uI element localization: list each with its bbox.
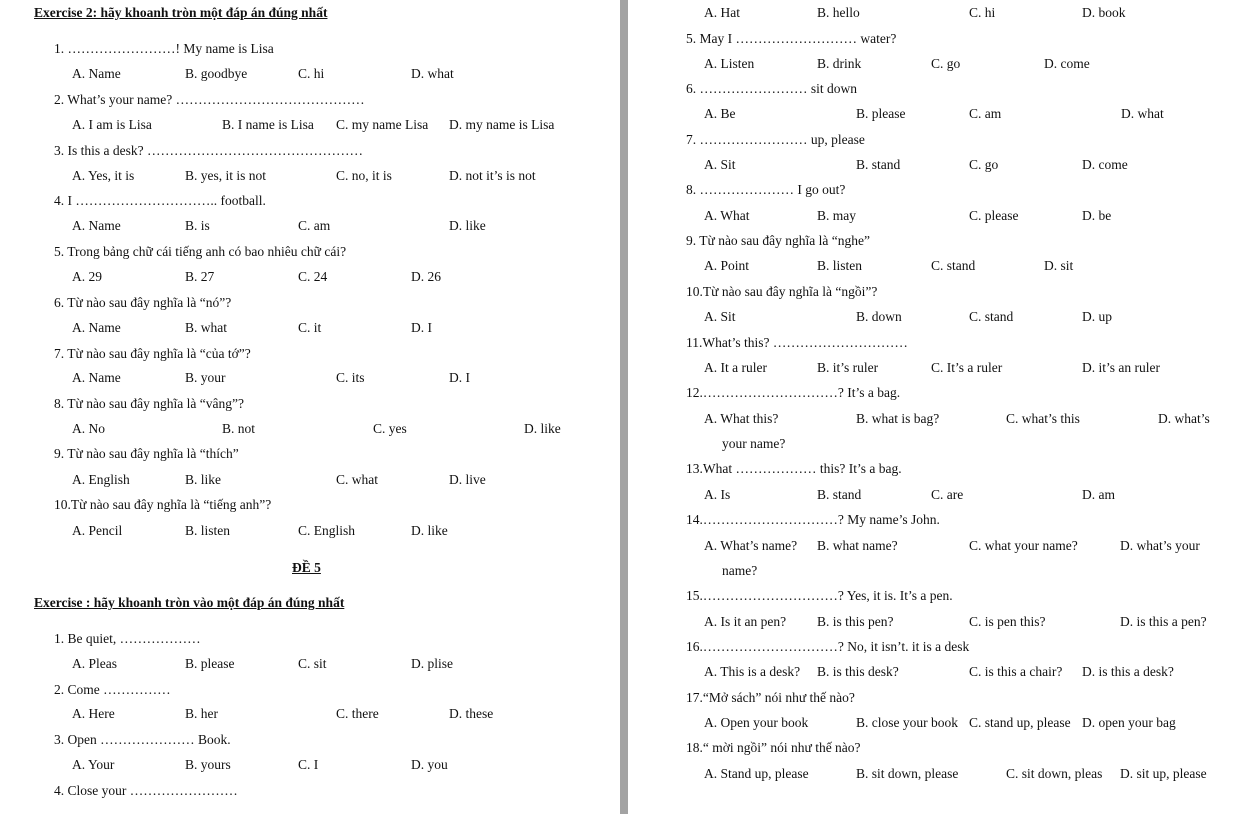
option-b[interactable]: B. your [185,370,226,385]
option-b[interactable]: B. her [185,706,218,721]
option-d[interactable]: D. come [1044,56,1090,71]
question-text: 2. What’s your name? …………………………………… [54,92,365,107]
option-d[interactable]: D. is this a desk? [1082,664,1174,679]
option-b[interactable]: B. not [222,421,256,436]
question-text: 12.…………………………? It’s a bag. [686,385,901,400]
option-c[interactable]: C. go [931,56,961,71]
question-text: 18.“ mời ngồi” nói như thế nào? [686,740,861,755]
option-b[interactable]: B. goodbye [185,66,248,81]
question-text: 7. Từ nào sau đây nghĩa là “của tớ”? [54,346,251,361]
exercise-2-title: Exercise 2: hãy khoanh tròn một đáp án đúng nhất [34,5,328,20]
option-a[interactable]: A. Name [72,218,121,233]
option-c[interactable]: C. there [336,706,379,721]
option-a[interactable]: A. Pleas [72,656,117,671]
option-a[interactable]: A. Name [72,320,121,335]
option-a[interactable]: A. English [72,472,130,487]
option-b[interactable]: B. sit down, please [856,766,959,781]
option-a[interactable]: A. What [704,208,750,223]
option-b[interactable]: B. please [185,656,235,671]
option-c[interactable]: C. no, it is [336,168,392,183]
option-a[interactable]: A. Pencil [72,523,123,538]
option-b[interactable]: B. is this pen? [817,614,894,629]
option-b[interactable]: B. yes, it is not [185,168,267,183]
question-text: 10.Từ nào sau đây nghĩa là “tiếng anh”? [54,497,272,512]
option-c[interactable]: C. stand up, please [969,715,1071,730]
option-d[interactable]: D. book [1082,5,1126,20]
exercise-title: Exercise : hãy khoanh tròn vào một đáp án đúng nhất [34,595,345,610]
option-c[interactable]: C. are [931,487,964,502]
option-b[interactable]: B. is [185,218,210,233]
option-d[interactable]: D. sit [1044,258,1074,273]
option-a[interactable]: A. I am is Lisa [72,117,152,132]
option-a[interactable]: A. No [72,421,105,436]
option-d-continued: name? [722,563,758,578]
question-text: 8. ………………… I go out? [686,182,846,197]
option-a[interactable]: A. Stand up, please [704,766,809,781]
option-c[interactable]: C. is this a chair? [969,664,1063,679]
question-text: 8. Từ nào sau đây nghĩa là “vâng”? [54,396,245,411]
option-d[interactable]: D. like [524,421,561,436]
question-text: 14.…………………………? My name’s John. [686,512,940,527]
option-a[interactable]: A. Be [704,106,736,121]
option-b[interactable]: B. what is bag? [856,411,940,426]
option-c[interactable]: C. stand [931,258,976,273]
option-b[interactable]: B. I name is Lisa [222,117,314,132]
option-a[interactable]: A. Open your book [704,715,809,730]
option-a[interactable]: A. Sit [704,309,736,324]
question-text: 5. May I ……………………… water? [686,31,897,46]
option-a[interactable]: A. Point [704,258,750,273]
option-b[interactable]: B. hello [817,5,860,20]
option-a[interactable]: A. Is [704,487,731,502]
option-d[interactable]: D. I [411,320,432,335]
option-c[interactable]: C. It’s a ruler [931,360,1003,375]
option-d[interactable]: D. what [411,66,454,81]
option-c[interactable]: C. what your name? [969,538,1078,553]
option-a[interactable]: A. Here [72,706,115,721]
option-a[interactable]: A. 29 [72,269,102,284]
option-a[interactable]: A. Your [72,757,115,772]
option-d[interactable]: D. is this a pen? [1120,614,1207,629]
option-a[interactable]: A. This is a desk? [704,664,801,679]
option-c[interactable]: C. my name Lisa [336,117,429,132]
option-d[interactable]: D. open your bag [1082,715,1176,730]
option-a[interactable]: A. Name [72,66,121,81]
option-d[interactable]: D. up [1082,309,1112,324]
option-a[interactable]: A. What’s name? [704,538,798,553]
option-b[interactable]: B. what name? [817,538,898,553]
option-b[interactable]: B. listen [185,523,231,538]
option-c[interactable]: C. 24 [298,269,328,284]
option-d[interactable]: D. you [411,757,448,772]
question-text: 6. Từ nào sau đây nghĩa là “nó”? [54,295,232,310]
option-d[interactable]: D. these [449,706,494,721]
section-heading-de5: ĐỀ 5 [292,560,321,575]
option-d[interactable]: D. it’s an ruler [1082,360,1160,375]
option-b[interactable]: B. yours [185,757,231,772]
question-text: 17.“Mở sách” nói như thế nào? [686,690,855,705]
option-c[interactable]: C. am [298,218,331,233]
option-b[interactable]: B. stand [856,157,901,172]
option-c[interactable]: C. yes [373,421,407,436]
option-c[interactable]: C. what [336,472,378,487]
option-c[interactable]: C. sit [298,656,327,671]
question-text: 9. Từ nào sau đây nghĩa là “thích” [54,446,239,461]
option-d[interactable]: D. what’s [1158,411,1210,426]
option-d[interactable]: D. like [411,523,448,538]
option-d[interactable]: D. sit up, please [1120,766,1207,781]
option-c[interactable]: C. hi [969,5,996,20]
option-a[interactable]: A. Yes, it is [72,168,135,183]
question-text: 6. …………………… sit down [686,81,858,96]
option-c[interactable]: C. sit down, pleas [1006,766,1103,781]
option-d[interactable]: D. 26 [411,269,441,284]
option-c[interactable]: C. stand [969,309,1014,324]
question-text: 16.…………………………? No, it isn’t. it is a desk [686,639,970,654]
option-b[interactable]: B. down [856,309,902,324]
option-d[interactable]: D. what’s your [1120,538,1200,553]
option-c[interactable]: C. am [969,106,1002,121]
option-d[interactable]: D. live [449,472,486,487]
option-b[interactable]: B. what [185,320,227,335]
option-b[interactable]: B. drink [817,56,862,71]
question-text: 15.…………………………? Yes, it is. It’s a pen. [686,588,953,603]
question-text: 3. Open ………………… Book. [54,732,231,747]
option-d[interactable]: D. my name is Lisa [449,117,555,132]
option-d[interactable]: D. like [449,218,486,233]
option-a[interactable]: A. Sit [704,157,736,172]
question-text: 7. …………………… up, please [686,132,865,147]
option-c[interactable]: C. English [298,523,356,538]
question-text: 5. Trong bảng chữ cái tiếng anh có bao nhiêu chữ cái? [54,244,347,259]
option-c[interactable]: C. please [969,208,1019,223]
option-b[interactable]: B. is this desk? [817,664,899,679]
question-text: 1. Be quiet, ……………… [54,631,201,646]
question-text: 11.What’s this? ………………………… [686,335,908,350]
option-b[interactable]: B. may [817,208,856,223]
question-text: 2. Come …………… [54,682,171,697]
option-b[interactable]: B. it’s ruler [817,360,879,375]
option-d[interactable]: D. plise [411,656,453,671]
question-text: 4. Close your …………………… [54,783,238,798]
option-a[interactable]: A. Hat [704,5,740,20]
question-text: 9. Từ nào sau đây nghĩa là “nghe” [686,233,871,248]
option-c[interactable]: C. I [298,757,319,772]
option-d[interactable]: D. be [1082,208,1112,223]
option-b[interactable]: B. listen [817,258,863,273]
question-text: 13.What ……………… this? It’s a bag. [686,461,902,476]
option-b[interactable]: B. 27 [185,269,215,284]
question-text: 10.Từ nào sau đây nghĩa là “ngồi”? [686,284,878,299]
option-b[interactable]: B. stand [817,487,862,502]
option-a[interactable]: A. Is it an pen? [704,614,787,629]
option-d-continued: your name? [722,436,786,451]
question-text: 4. I ………………………….. football. [54,193,266,208]
option-d[interactable]: D. I [449,370,470,385]
option-d[interactable]: D. what [1121,106,1164,121]
page-divider [620,0,628,814]
option-b[interactable]: B. close your book [856,715,958,730]
question-text: 3. Is this a desk? ………………………………………… [54,143,363,158]
option-a[interactable]: A. It a ruler [704,360,767,375]
option-d[interactable]: D. not it’s is not [449,168,536,183]
option-c[interactable]: C. go [969,157,999,172]
option-b[interactable]: B. please [856,106,906,121]
option-a[interactable]: A. Listen [704,56,755,71]
option-d[interactable]: D. am [1082,487,1115,502]
option-c[interactable]: C. what’s this [1006,411,1080,426]
option-c[interactable]: C. it [298,320,322,335]
option-c[interactable]: C. is pen this? [969,614,1046,629]
option-b[interactable]: B. like [185,472,221,487]
option-c[interactable]: C. its [336,370,365,385]
option-a[interactable]: A. Name [72,370,121,385]
question-text: 1. ……………………! My name is Lisa [54,41,274,56]
option-c[interactable]: C. hi [298,66,325,81]
option-d[interactable]: D. come [1082,157,1128,172]
option-a[interactable]: A. What this? [704,411,779,426]
